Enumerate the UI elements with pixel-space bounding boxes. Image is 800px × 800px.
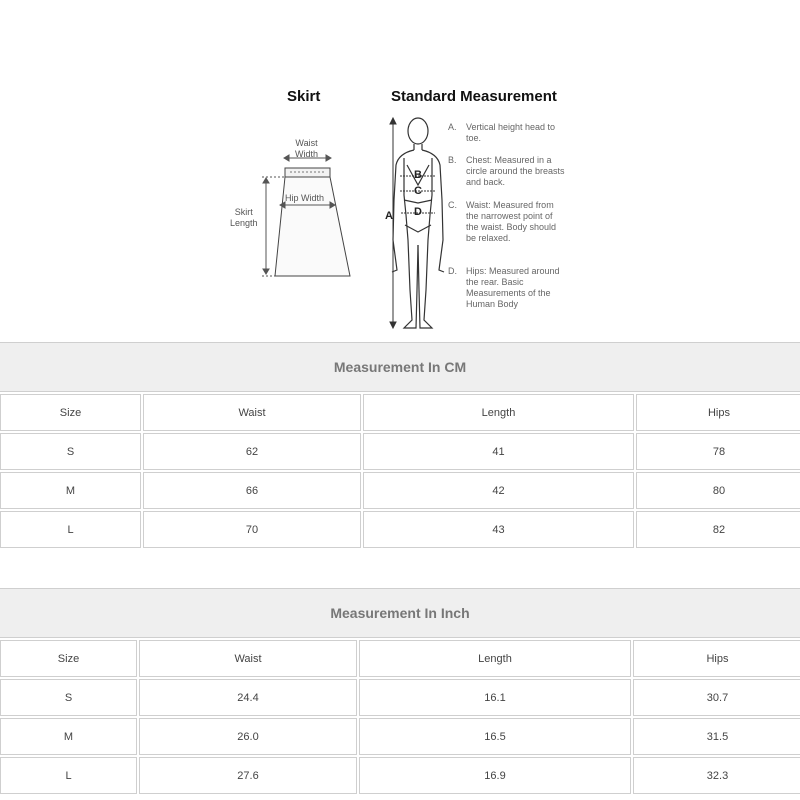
skirt-drawing bbox=[275, 168, 350, 276]
marker-d: D bbox=[414, 206, 422, 218]
cell-size: L bbox=[0, 511, 141, 548]
size-guide-illustration: Skirt Standard Measurement Waist Width Hip Width Skirt Length B C D A A. Vertical height head to toe. B. Chest: Measured in a circle around the breasts and back. C. Waist: Measured from the narrowest point of the waist. Body should be relaxed. D. Hips: Measured around the rear. Basic Measurements of the Human Body bbox=[0, 0, 800, 336]
header-waist: Waist bbox=[139, 640, 357, 677]
marker-b: B bbox=[414, 169, 422, 181]
header-size: Size bbox=[0, 640, 137, 677]
measurement-diagram bbox=[0, 0, 800, 336]
inch-measurement-table bbox=[0, 588, 800, 796]
cell-length: 16.1 bbox=[359, 679, 631, 716]
skirt-title: Skirt bbox=[287, 88, 321, 105]
cell-hips: 32.3 bbox=[633, 757, 800, 794]
header-waist: Waist bbox=[143, 394, 361, 431]
cm-measurement-table bbox=[0, 342, 800, 550]
table-row bbox=[0, 679, 800, 716]
cell-hips: 31.5 bbox=[633, 718, 800, 755]
cell-length: 41 bbox=[363, 433, 634, 470]
table-header-row bbox=[0, 394, 800, 431]
cell-size: S bbox=[0, 433, 141, 470]
body-figure bbox=[392, 118, 444, 328]
cell-hips: 30.7 bbox=[633, 679, 800, 716]
table-row bbox=[0, 718, 800, 755]
cell-hips: 80 bbox=[636, 472, 800, 509]
cell-length: 42 bbox=[363, 472, 634, 509]
table-row bbox=[0, 472, 800, 509]
marker-c: C bbox=[414, 185, 422, 197]
waist-width-label: Waist Width bbox=[295, 138, 319, 159]
standard-measurement-title: Standard Measurement bbox=[391, 88, 557, 105]
cell-waist: 26.0 bbox=[139, 718, 357, 755]
table-row bbox=[0, 757, 800, 794]
inch-table-title: Measurement In Inch bbox=[0, 588, 800, 638]
skirt-length-label: Skirt Length bbox=[230, 207, 258, 228]
table-row bbox=[0, 511, 800, 548]
header-hips: Hips bbox=[633, 640, 800, 677]
header-length: Length bbox=[363, 394, 634, 431]
cell-size: M bbox=[0, 472, 141, 509]
cell-size: L bbox=[0, 757, 137, 794]
cell-waist: 70 bbox=[143, 511, 361, 548]
table-header-row bbox=[0, 640, 800, 677]
table-row bbox=[0, 433, 800, 470]
cell-waist: 24.4 bbox=[139, 679, 357, 716]
cell-length: 16.9 bbox=[359, 757, 631, 794]
cell-hips: 78 bbox=[636, 433, 800, 470]
cell-waist: 66 bbox=[143, 472, 361, 509]
cm-table-title: Measurement In CM bbox=[0, 342, 800, 392]
header-length: Length bbox=[359, 640, 631, 677]
header-hips: Hips bbox=[636, 394, 800, 431]
cell-length: 16.5 bbox=[359, 718, 631, 755]
cell-length: 43 bbox=[363, 511, 634, 548]
header-size: Size bbox=[0, 394, 141, 431]
marker-a: A bbox=[385, 210, 393, 222]
cell-size: S bbox=[0, 679, 137, 716]
cell-waist: 62 bbox=[143, 433, 361, 470]
cell-waist: 27.6 bbox=[139, 757, 357, 794]
cell-hips: 82 bbox=[636, 511, 800, 548]
cell-size: M bbox=[0, 718, 137, 755]
hip-width-label: Hip Width bbox=[285, 193, 325, 203]
